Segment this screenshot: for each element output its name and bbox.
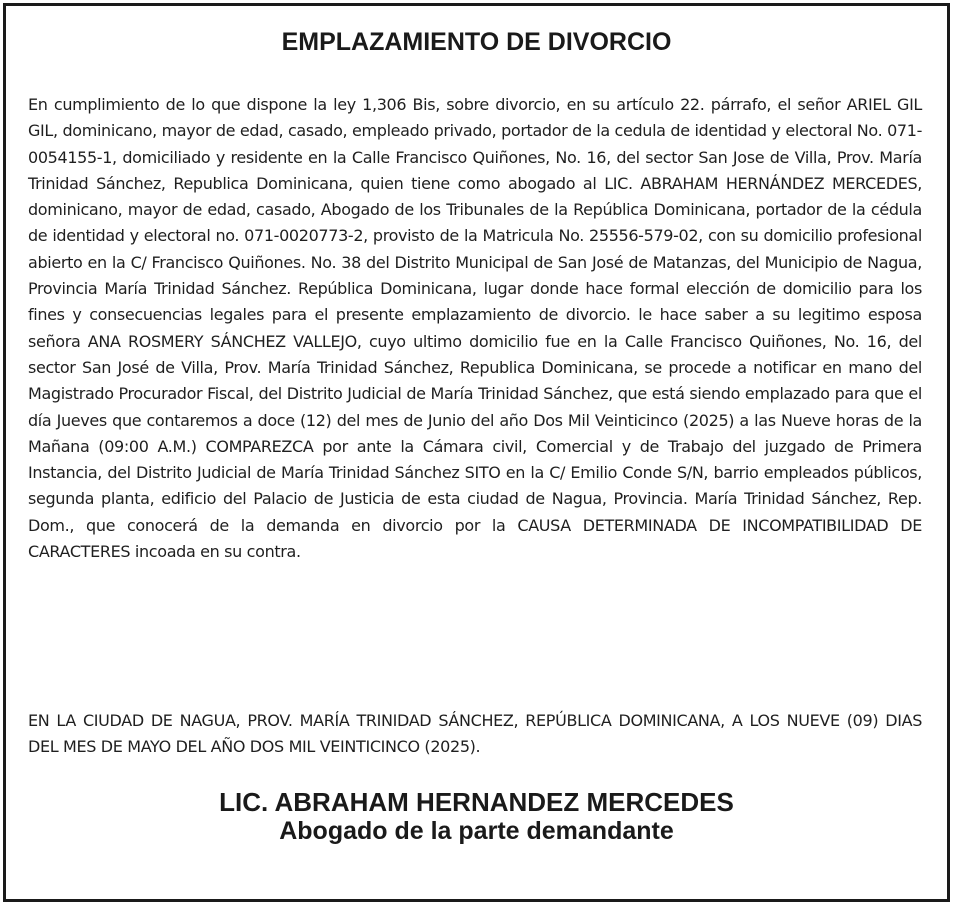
- signature-role: Abogado de la parte demandante: [279, 817, 674, 845]
- signature-name: LIC. ABRAHAM HERNANDEZ MERCEDES: [219, 787, 734, 817]
- notice-body-paragraph: En cumplimiento de lo que dispone la ley 1,306 Bis, sobre divorcio, en su artículo 22. párrafo, el señor ARIEL GIL GIL, dominicano, mayor de edad, casado, empleado privado, portador de la cedula de identidad y electoral No. 071-0054155-1, domiciliado y residente en la Calle Francisco Quiñones, No. 16, del sector San Jose de Villa, Prov. María Trinidad Sánchez, Republica Dominicana, quien tiene como abogado al LIC. ABRAHAM HERNÁNDEZ MERCEDES, dominicano, mayor de edad, casado, Abogado de los Tribunales de la República Dominicana, portador de la cédula de identidad y electoral no. 071-0020773-2, provisto de la Matricula No. 25556-579-02, con su domicilio profesional abierto en la C/ Francisco Quiñones. No. 38 del Distrito Municipal de San José de Matanzas, del Municipio de Nagua, Provincia María Trinidad Sánchez. República Dominicana, lugar donde hace formal elección de domicilio para los fines y consecuencias legales para el presente emplazamiento de divorcio. le hace saber a su legitimo esposa señora ANA ROSMERY SÁNCHEZ VALLEJO, cuyo ultimo domicilio fue en la Calle Francisco Quiñones, No. 16, del sector San José de Villa, Prov. María Trinidad Sánchez, Republica Dominicana, se procede a notificar en mano del Magistrado Procurador Fiscal, del Distrito Judicial de María Trinidad Sánchez, que está siendo emplazado para que el día Jueves que contaremos a doce (12) del mes de Junio del año Dos Mil Veinticinco (2025) a las Nueve horas de la Mañana (09:00 A.M.) COMPAREZCA por ante la Cámara civil, Comercial y de Trabajo del juzgado de Primera Instancia, del Distrito Judicial de María Trinidad Sánchez SITO en la C/ Emilio Conde S/N, barrio empleados públicos, segunda planta, edificio del Palacio de Justicia de esta ciudad de Nagua, Provincia. María Trinidad Sánchez, Rep. Dom., que conocerá de la demanda en divorcio por la CAUSA DETERMINADA DE INCOMPATIBILIDAD DE CARACTERES incoada en su contra.: [28, 95, 922, 562]
- notice-closing-paragraph: EN LA CIUDAD DE NAGUA, PROV. MARÍA TRINIDAD SÁNCHEZ, REPÚBLICA DOMINICANA, A LOS NUEVE (09) DIAS DEL MES DE MAYO DEL AÑO DOS MIL VEINTICINCO (2025).: [28, 711, 922, 757]
- signature-block: [6, 788, 947, 845]
- notice-border: [3, 3, 950, 902]
- notice-title: EMPLAZAMIENTO DE DIVORCIO: [281, 28, 672, 56]
